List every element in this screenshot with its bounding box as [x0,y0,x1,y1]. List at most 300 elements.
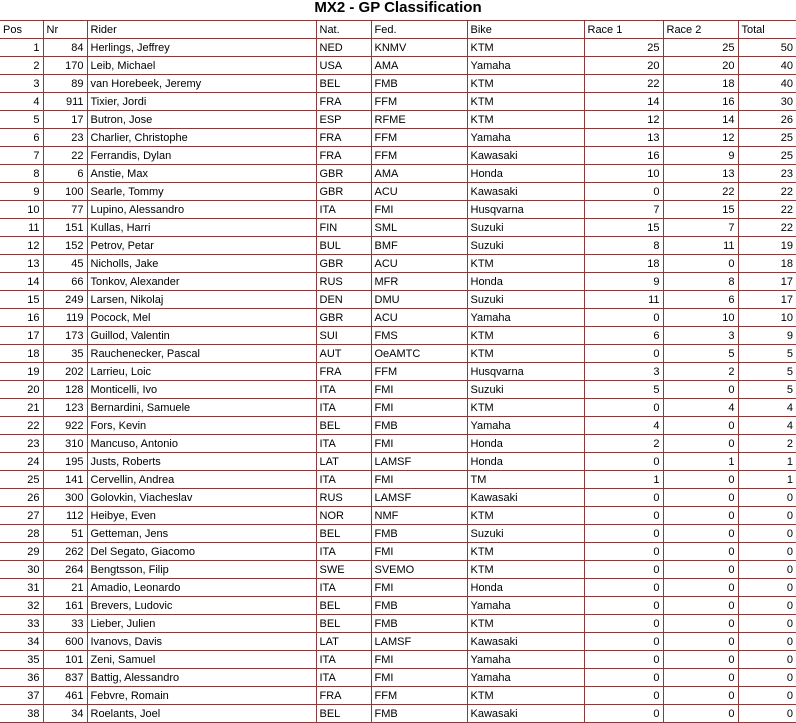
race2-cell: 18 [663,75,738,93]
rider-cell: Petrov, Petar [87,237,316,255]
race1-cell: 5 [584,381,663,399]
total-cell: 26 [738,111,796,129]
nr-cell: 77 [43,201,87,219]
race1-cell: 2 [584,435,663,453]
rider-cell: Golovkin, Viacheslav [87,489,316,507]
total-cell: 0 [738,561,796,579]
rider-cell: Getteman, Jens [87,525,316,543]
race2-cell: 0 [663,615,738,633]
nr-cell: 66 [43,273,87,291]
pos-cell: 14 [0,273,43,291]
nr-cell: 300 [43,489,87,507]
race1-cell: 22 [584,75,663,93]
race1-cell: 0 [584,399,663,417]
total-cell: 18 [738,255,796,273]
race2-cell: 11 [663,237,738,255]
race1-cell: 0 [584,183,663,201]
pos-cell: 1 [0,39,43,57]
table-row [0,435,796,453]
pos-cell: 12 [0,237,43,255]
table-row [0,111,796,129]
total-cell: 10 [738,309,796,327]
race2-cell: 0 [663,471,738,489]
fed-cell: RFME [371,111,467,129]
race2-cell: 0 [663,651,738,669]
rider-cell: van Horebeek, Jeremy [87,75,316,93]
pos-cell: 15 [0,291,43,309]
total-cell: 4 [738,417,796,435]
total-cell: 0 [738,633,796,651]
table-row [0,417,796,435]
fed-cell: FMB [371,705,467,723]
rider-cell: Lupino, Alessandro [87,201,316,219]
nr-cell: 22 [43,147,87,165]
nat-cell: FRA [316,147,371,165]
rider-cell: Brevers, Ludovic [87,597,316,615]
nr-cell: 119 [43,309,87,327]
total-cell: 30 [738,93,796,111]
bike-cell: KTM [467,39,584,57]
fed-cell: FMI [371,381,467,399]
race2-cell: 15 [663,201,738,219]
fed-cell: FMI [371,435,467,453]
rider-cell: Herlings, Jeffrey [87,39,316,57]
fed-cell: FFM [371,129,467,147]
nr-cell: 837 [43,669,87,687]
rider-cell: Battig, Alessandro [87,669,316,687]
column-header-pos: Pos [0,21,43,39]
fed-cell: FMB [371,75,467,93]
race1-cell: 0 [584,489,663,507]
table-row [0,489,796,507]
nat-cell: NOR [316,507,371,525]
classification-table [0,20,796,723]
fed-cell: FMI [371,201,467,219]
rider-cell: Larsen, Nikolaj [87,291,316,309]
table-row [0,165,796,183]
total-cell: 0 [738,687,796,705]
bike-cell: Husqvarna [467,363,584,381]
bike-cell: Honda [467,273,584,291]
fed-cell: FFM [371,147,467,165]
nr-cell: 249 [43,291,87,309]
table-row [0,273,796,291]
pos-cell: 10 [0,201,43,219]
table-row [0,687,796,705]
fed-cell: FMI [371,399,467,417]
pos-cell: 33 [0,615,43,633]
nat-cell: ESP [316,111,371,129]
race1-cell: 16 [584,147,663,165]
table-row [0,507,796,525]
nr-cell: 84 [43,39,87,57]
nr-cell: 461 [43,687,87,705]
nr-cell: 45 [43,255,87,273]
nat-cell: DEN [316,291,371,309]
bike-cell: KTM [467,561,584,579]
bike-cell: TM [467,471,584,489]
rider-cell: Heibye, Even [87,507,316,525]
nr-cell: 151 [43,219,87,237]
nat-cell: GBR [316,309,371,327]
race1-cell: 1 [584,471,663,489]
fed-cell: MFR [371,273,467,291]
bike-cell: Honda [467,165,584,183]
bike-cell: Honda [467,453,584,471]
race1-cell: 0 [584,705,663,723]
race1-cell: 20 [584,57,663,75]
table-row [0,39,796,57]
column-header-rider: Rider [87,21,316,39]
nat-cell: ITA [316,543,371,561]
column-header-total: Total [738,21,796,39]
column-header-nr: Nr [43,21,87,39]
pos-cell: 2 [0,57,43,75]
fed-cell: FMB [371,417,467,435]
fed-cell: FMB [371,597,467,615]
nr-cell: 922 [43,417,87,435]
bike-cell: Suzuki [467,525,584,543]
race1-cell: 25 [584,39,663,57]
race2-cell: 0 [663,597,738,615]
race2-cell: 0 [663,579,738,597]
nr-cell: 911 [43,93,87,111]
table-row [0,345,796,363]
table-row [0,327,796,345]
pos-cell: 24 [0,453,43,471]
rider-cell: Justs, Roberts [87,453,316,471]
race1-cell: 0 [584,543,663,561]
nat-cell: GBR [316,255,371,273]
pos-cell: 23 [0,435,43,453]
total-cell: 1 [738,471,796,489]
nat-cell: GBR [316,165,371,183]
bike-cell: Yamaha [467,417,584,435]
table-row [0,75,796,93]
table-row [0,561,796,579]
pos-cell: 9 [0,183,43,201]
table-row [0,363,796,381]
bike-cell: Honda [467,435,584,453]
total-cell: 22 [738,201,796,219]
pos-cell: 34 [0,633,43,651]
pos-cell: 7 [0,147,43,165]
total-cell: 17 [738,291,796,309]
bike-cell: KTM [467,93,584,111]
nat-cell: FRA [316,93,371,111]
race1-cell: 13 [584,129,663,147]
pos-cell: 3 [0,75,43,93]
pos-cell: 25 [0,471,43,489]
nr-cell: 161 [43,597,87,615]
rider-cell: Pocock, Mel [87,309,316,327]
total-cell: 17 [738,273,796,291]
race2-cell: 25 [663,39,738,57]
bike-cell: Kawasaki [467,183,584,201]
rider-cell: Anstie, Max [87,165,316,183]
race1-cell: 0 [584,669,663,687]
pos-cell: 13 [0,255,43,273]
fed-cell: KNMV [371,39,467,57]
bike-cell: Suzuki [467,291,584,309]
table-row [0,453,796,471]
race2-cell: 16 [663,93,738,111]
rider-cell: Fors, Kevin [87,417,316,435]
rider-cell: Kullas, Harri [87,219,316,237]
fed-cell: BMF [371,237,467,255]
rider-cell: Leib, Michael [87,57,316,75]
table-row [0,183,796,201]
race1-cell: 0 [584,579,663,597]
table-row [0,255,796,273]
fed-cell: FFM [371,93,467,111]
race1-cell: 14 [584,93,663,111]
table-row [0,633,796,651]
table-row [0,237,796,255]
race1-cell: 0 [584,345,663,363]
rider-cell: Ferrandis, Dylan [87,147,316,165]
nr-cell: 264 [43,561,87,579]
race1-cell: 8 [584,237,663,255]
pos-cell: 26 [0,489,43,507]
fed-cell: ACU [371,309,467,327]
nat-cell: FRA [316,363,371,381]
race2-cell: 0 [663,507,738,525]
nr-cell: 202 [43,363,87,381]
nat-cell: ITA [316,669,371,687]
nat-cell: ITA [316,201,371,219]
race2-cell: 7 [663,219,738,237]
total-cell: 0 [738,507,796,525]
table-row [0,309,796,327]
bike-cell: KTM [467,507,584,525]
race2-cell: 20 [663,57,738,75]
rider-cell: Febvre, Romain [87,687,316,705]
total-cell: 9 [738,327,796,345]
rider-cell: Lieber, Julien [87,615,316,633]
rider-cell: Ivanovs, Davis [87,633,316,651]
table-row [0,669,796,687]
bike-cell: KTM [467,111,584,129]
fed-cell: SML [371,219,467,237]
race1-cell: 15 [584,219,663,237]
total-cell: 0 [738,615,796,633]
nat-cell: NED [316,39,371,57]
race1-cell: 11 [584,291,663,309]
nr-cell: 152 [43,237,87,255]
race1-cell: 0 [584,633,663,651]
table-row [0,705,796,723]
race1-cell: 0 [584,615,663,633]
race2-cell: 6 [663,291,738,309]
race2-cell: 2 [663,363,738,381]
bike-cell: Yamaha [467,129,584,147]
bike-cell: Yamaha [467,669,584,687]
pos-cell: 38 [0,705,43,723]
nr-cell: 21 [43,579,87,597]
pos-cell: 30 [0,561,43,579]
rider-cell: Del Segato, Giacomo [87,543,316,561]
total-cell: 22 [738,183,796,201]
pos-cell: 19 [0,363,43,381]
fed-cell: NMF [371,507,467,525]
nr-cell: 262 [43,543,87,561]
rider-cell: Charlier, Christophe [87,129,316,147]
table-row [0,381,796,399]
nr-cell: 6 [43,165,87,183]
fed-cell: ACU [371,255,467,273]
total-cell: 5 [738,363,796,381]
nr-cell: 17 [43,111,87,129]
fed-cell: FMI [371,471,467,489]
pos-cell: 6 [0,129,43,147]
nr-cell: 89 [43,75,87,93]
race1-cell: 0 [584,687,663,705]
total-cell: 40 [738,75,796,93]
bike-cell: Yamaha [467,651,584,669]
total-cell: 4 [738,399,796,417]
bike-cell: Suzuki [467,381,584,399]
rider-cell: Monticelli, Ivo [87,381,316,399]
race2-cell: 13 [663,165,738,183]
total-cell: 5 [738,381,796,399]
race1-cell: 0 [584,597,663,615]
nat-cell: ITA [316,471,371,489]
fed-cell: FFM [371,687,467,705]
rider-cell: Bengtsson, Filip [87,561,316,579]
fed-cell: AMA [371,57,467,75]
race2-cell: 5 [663,345,738,363]
nat-cell: FRA [316,129,371,147]
bike-cell: KTM [467,255,584,273]
total-cell: 0 [738,651,796,669]
rider-cell: Tixier, Jordi [87,93,316,111]
nat-cell: BEL [316,525,371,543]
total-cell: 0 [738,705,796,723]
column-header-race2: Race 2 [663,21,738,39]
nat-cell: BEL [316,597,371,615]
nr-cell: 123 [43,399,87,417]
bike-cell: Suzuki [467,219,584,237]
bike-cell: KTM [467,615,584,633]
race2-cell: 0 [663,705,738,723]
nat-cell: ITA [316,399,371,417]
race1-cell: 0 [584,561,663,579]
table-row [0,543,796,561]
race2-cell: 4 [663,399,738,417]
rider-cell: Guillod, Valentin [87,327,316,345]
pos-cell: 11 [0,219,43,237]
race1-cell: 0 [584,507,663,525]
race2-cell: 22 [663,183,738,201]
column-header-fed: Fed. [371,21,467,39]
race2-cell: 10 [663,309,738,327]
table-row [0,471,796,489]
pos-cell: 31 [0,579,43,597]
bike-cell: Kawasaki [467,633,584,651]
fed-cell: FMS [371,327,467,345]
rider-cell: Nicholls, Jake [87,255,316,273]
table-row [0,147,796,165]
fed-cell: FMI [371,669,467,687]
pos-cell: 17 [0,327,43,345]
table-row [0,57,796,75]
pos-cell: 5 [0,111,43,129]
nat-cell: SWE [316,561,371,579]
nr-cell: 34 [43,705,87,723]
bike-cell: KTM [467,327,584,345]
fed-cell: LAMSF [371,489,467,507]
total-cell: 19 [738,237,796,255]
fed-cell: FMI [371,651,467,669]
total-cell: 25 [738,129,796,147]
table-row [0,219,796,237]
table-row [0,201,796,219]
race1-cell: 10 [584,165,663,183]
rider-cell: Mancuso, Antonio [87,435,316,453]
nat-cell: FRA [316,687,371,705]
rider-cell: Searle, Tommy [87,183,316,201]
race1-cell: 12 [584,111,663,129]
race1-cell: 0 [584,525,663,543]
race2-cell: 0 [663,489,738,507]
table-row [0,597,796,615]
nat-cell: ITA [316,435,371,453]
fed-cell: ACU [371,183,467,201]
bike-cell: KTM [467,543,584,561]
nat-cell: LAT [316,453,371,471]
pos-cell: 21 [0,399,43,417]
race1-cell: 3 [584,363,663,381]
race2-cell: 0 [663,633,738,651]
total-cell: 50 [738,39,796,57]
nat-cell: RUS [316,273,371,291]
race2-cell: 14 [663,111,738,129]
table-row [0,651,796,669]
race1-cell: 0 [584,651,663,669]
pos-cell: 32 [0,597,43,615]
race1-cell: 4 [584,417,663,435]
pos-cell: 16 [0,309,43,327]
rider-cell: Amadio, Leonardo [87,579,316,597]
race2-cell: 8 [663,273,738,291]
table-row [0,579,796,597]
nr-cell: 170 [43,57,87,75]
nr-cell: 600 [43,633,87,651]
nr-cell: 141 [43,471,87,489]
nat-cell: SUI [316,327,371,345]
bike-cell: KTM [467,399,584,417]
pos-cell: 29 [0,543,43,561]
page-title: MX2 - GP Classification [314,0,482,16]
race2-cell: 0 [663,417,738,435]
nat-cell: BUL [316,237,371,255]
nat-cell: LAT [316,633,371,651]
race2-cell: 9 [663,147,738,165]
bike-cell: KTM [467,345,584,363]
table-row [0,93,796,111]
race1-cell: 7 [584,201,663,219]
nat-cell: GBR [316,183,371,201]
rider-cell: Zeni, Samuel [87,651,316,669]
rider-cell: Butron, Jose [87,111,316,129]
pos-cell: 8 [0,165,43,183]
nat-cell: RUS [316,489,371,507]
total-cell: 1 [738,453,796,471]
rider-cell: Roelants, Joel [87,705,316,723]
total-cell: 0 [738,597,796,615]
pos-cell: 35 [0,651,43,669]
